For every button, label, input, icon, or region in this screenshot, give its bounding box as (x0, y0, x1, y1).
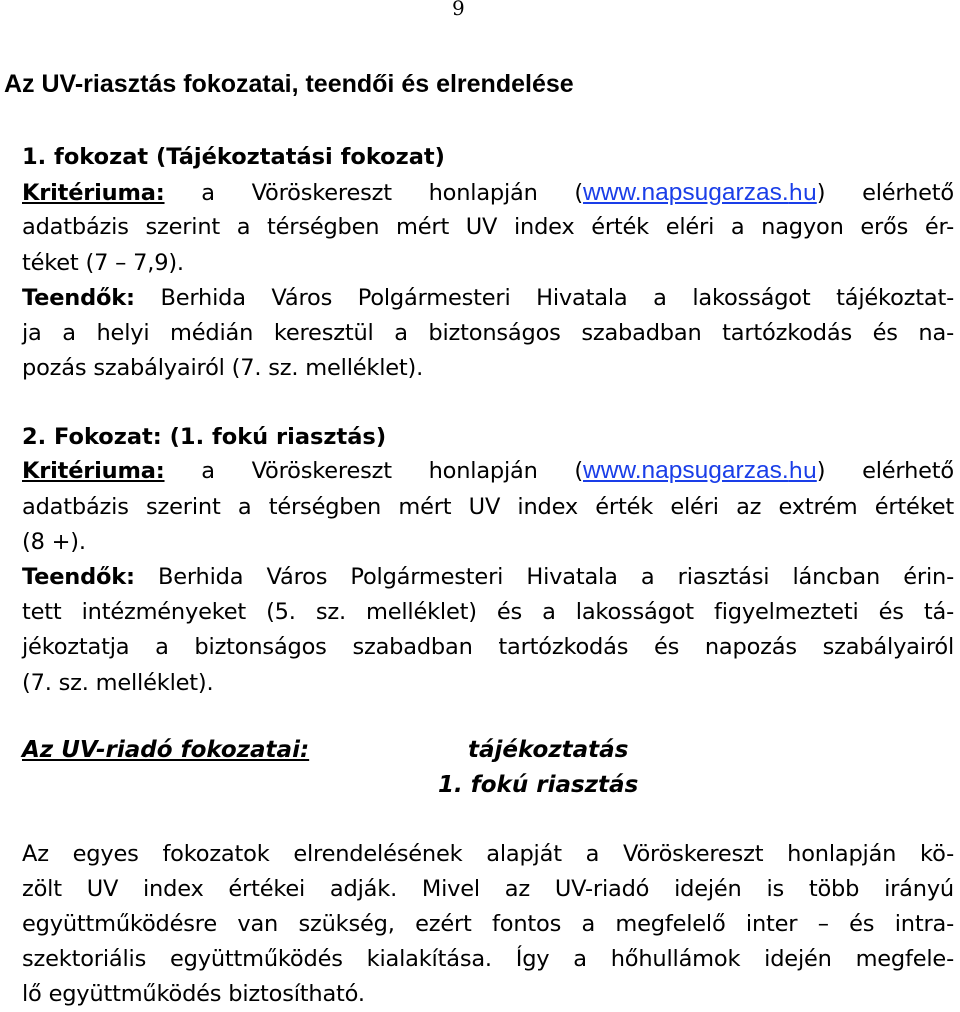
level1-criteria-line3: téket (7 – 7,9). (22, 250, 184, 276)
level2-tasks-line1 (22, 559, 954, 595)
level2-criteria-line3: (8 +). (22, 529, 86, 555)
levels-summary-label: Az UV-riadó fokozatai: (22, 737, 310, 763)
level1-website-link[interactable]: www.napsugarzas. (583, 179, 789, 206)
closing-line2: zölt UV index értékei adják. Mivel az UV-riadó idején is több irányú (22, 876, 954, 902)
level2-tasks-label: Teendők: (22, 564, 135, 590)
level2-criteria-post: ) elérhető (816, 458, 954, 484)
level1-website-link-tld[interactable]: hu (788, 180, 817, 206)
level2-tasks-text1: Berhida Város Polgármesteri Hivatala a riasztási láncban érin- (134, 564, 954, 590)
level2-criteria-label: Kritériuma: (22, 458, 165, 484)
closing-line5: lő együttműködés biztosítható. (22, 981, 365, 1007)
closing-line4: szektoriális együttműködés kialakítása. Így a hőhullámok idején megfele- (22, 946, 954, 972)
level1-criteria-line1 (22, 175, 954, 211)
level1-tasks-line3: pozás szabályairól (7. sz. melléklet). (22, 355, 424, 381)
level2-website-link-tld[interactable]: hu (788, 458, 817, 484)
level1-tasks-label: Teendők: (22, 285, 135, 311)
level2-criteria-pre: a Vöröskereszt honlapján ( (164, 458, 584, 484)
level2-tasks-line4: (7. sz. melléklet). (22, 670, 214, 696)
levels-summary-item2: 1. fokú riasztás (438, 772, 639, 798)
page-number: 9 (452, 0, 465, 20)
level2-tasks-line3: jékoztatja a biztonságos szabadban tartózkodás és napozás szabályairól (22, 634, 954, 660)
level2-tasks-line2: tett intézményeket (5. sz. melléklet) és a lakosságot figyelmezteti és tá- (22, 599, 954, 625)
level1-heading: 1. fokozat (Tájékoztatási fokozat) (22, 144, 445, 170)
level1-criteria-post: ) elérhető (816, 180, 954, 206)
level1-tasks-line2: ja a helyi médián keresztül a biztonságos szabadban tartózkodás és na- (22, 320, 954, 346)
levels-summary-item1: tájékoztatás (468, 737, 629, 763)
level1-criteria-pre: a Vöröskereszt honlapján ( (164, 180, 584, 206)
level2-website-link[interactable]: www.napsugarzas. (583, 457, 789, 484)
level2-criteria-line2: adatbázis szerint a térségben mért UV index érték eléri az extrém értéket (22, 494, 954, 520)
level2-heading: 2. Fokozat: (1. fokú riasztás) (22, 424, 387, 450)
level1-criteria-label: Kritériuma: (22, 180, 165, 206)
level1-criteria-line2: adatbázis szerint a térségben mért UV index érték eléri a nagyon erős ér- (22, 214, 954, 240)
level2-criteria-line1 (22, 453, 954, 489)
closing-line3: együttműködésre van szükség, ezért fontos a megfelelő inter – és intra- (22, 911, 954, 937)
level1-tasks-text1: Berhida Város Polgármesteri Hivatala a lakosságot tájékoztat- (134, 285, 954, 311)
document-title: Az UV-riasztás fokozatai, teendői és elrendelése (4, 70, 574, 98)
level1-tasks-line1 (22, 280, 954, 316)
closing-line1: Az egyes fokozatok elrendelésének alapját a Vöröskereszt honlapján kö- (22, 841, 954, 867)
